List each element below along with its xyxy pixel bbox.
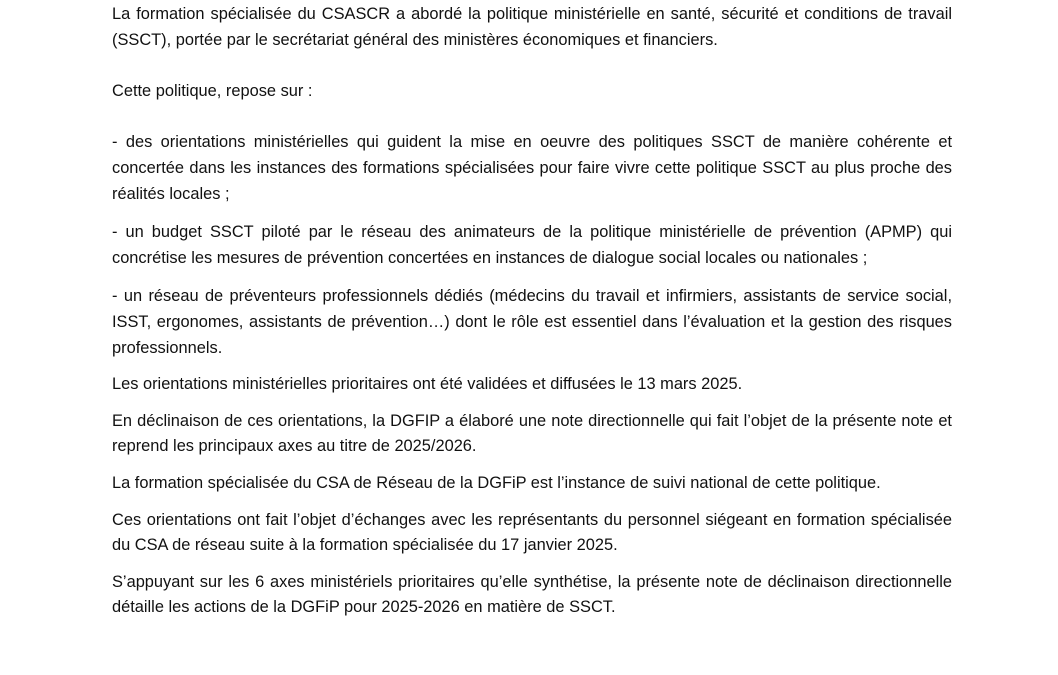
paragraph-axes: S’appuyant sur les 6 axes ministériels prioritaires qu’elle synthétise, la présente note de déclinaison directionnelle détaille les actions de la DGFiP pour 2025-2026 en matière de SSCT. <box>112 572 952 617</box>
document-page <box>112 2 952 621</box>
paragraph-intro: La formation spécialisée du CSASCR a abordé la politique ministérielle en santé, sécurité et conditions de travail (SSCT), portée par le secrétariat général des ministères économiques et financiers. <box>112 5 952 49</box>
bullet-budget: - un budget SSCT piloté par le réseau des animateurs de la politique ministérielle de prévention (APMP) qui concrétise les mesures de prévention concertées en instances de dialogue social locales ou nationales ; <box>112 223 952 267</box>
paragraph-dgfip-note: En déclinaison de ces orientations, la DGFIP a élaboré une note directionnelle qui fait l’objet de la présente note et reprend les principaux axes au titre de 2025/2026. <box>112 411 952 456</box>
paragraph-follow-up: La formation spécialisée du CSA de Réseau de la DGFiP est l’instance de suivi national de cette politique. <box>112 473 881 492</box>
bullet-orientations: - des orientations ministérielles qui guident la mise en oeuvre des politiques SSCT de manière cohérente et concertée dans les instances des formations spécialisées pour faire vivre cette politique SSCT au plus proche des réalités locales ; <box>112 133 952 203</box>
paragraph-validation: Les orientations ministérielles prioritaires ont été validées et diffusées le 13 mars 2025. <box>112 375 743 394</box>
paragraph-exchanges: Ces orientations ont fait l’objet d’échanges avec les représentants du personnel siégeant en formation spécialisée du CSA de réseau suite à la formation spécialisée du 17 janvier 2025. <box>112 510 952 555</box>
bullet-preventers: - un réseau de préventeurs professionnels dédiés (médecins du travail et infirmiers, assistants de service social, ISST, ergonomes, assistants de prévention…) dont le rôle est essentiel dans l’évaluation et la gestion des risques professionnels. <box>112 287 952 357</box>
paragraph-policy-basis: Cette politique, repose sur : <box>112 81 313 100</box>
